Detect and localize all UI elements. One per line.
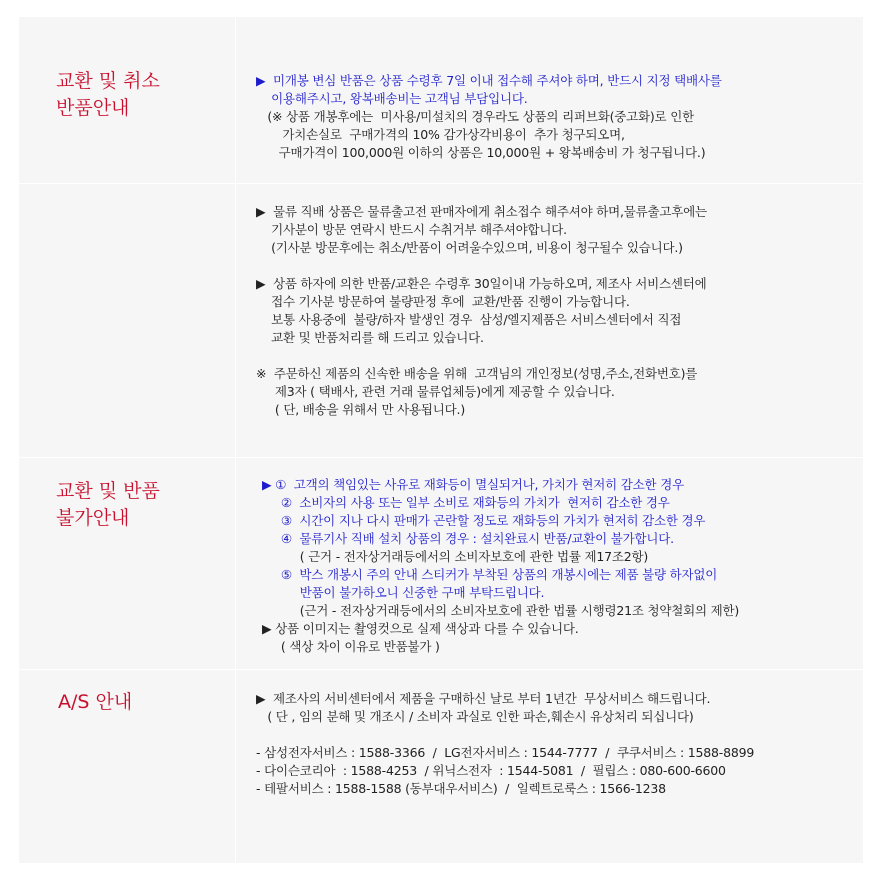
text-line: 접수 기사분 방문하여 불량판정 후에 교환/반품 진행이 가능합니다. [256, 294, 630, 309]
text-line: ▶ ① 고객의 책임있는 사유로 재화등이 멸실되거나, 가치가 현저히 감소한 경우 [262, 477, 684, 492]
text-line [256, 257, 707, 275]
text-line: ( 단 , 임의 분해 및 개조시 / 소비자 과실로 인한 파손,훼손시 유상처리 되십니다) [256, 709, 694, 724]
text-line: ▶ 미개봉 변심 반품은 상품 수령후 7일 이내 접수해 주셔야 하며, 반드시 지정 택배사를 [256, 73, 722, 88]
text-line: (※ 상품 개봉후에는 미사용/미설치의 경우라도 상품의 리퍼브화(중고화)로 인한 [256, 109, 694, 124]
text-line: ※ 주문하신 제품의 신속한 배송을 위해 고객님의 개인정보(성명,주소,전화번호)를 [256, 366, 698, 381]
text-line: ▶ 상품 이미지는 촬영컷으로 실제 색상과 다를 수 있습니다. [262, 621, 579, 636]
text-line: - 테팔서비스 : 1588-1588 (동부대우서비스) / 일렉트로룩스 : 1566-1238 [256, 781, 666, 796]
text-line: ③ 시간이 지나 다시 판매가 곤란할 정도로 재화등의 가치가 현저히 감소한 경우 [262, 513, 706, 528]
text-line: 보통 사용중에 불량/하자 발생인 경우 삼성/엘지제품은 서비스센터에서 직접 [256, 312, 682, 327]
section-heading-exchange-cancel: 교환 및 취소 반품안내 [56, 70, 160, 119]
text-line: (근거 - 전자상거래등에서의 소비자보호에 관한 법률 시행령21조 청약철회의 제한) [262, 603, 740, 618]
text-line: ( 근거 - 전자상거래등에서의 소비자보호에 관한 법률 제17조2항) [262, 549, 649, 564]
text-line: ▶ 물류 직배 상품은 물류출고전 판매자에게 취소접수 해주셔야 하며,물류출고후에는 [256, 204, 707, 219]
text-line: - 삼성전자서비스 : 1588-3366 / LG전자서비스 : 1544-7777 / 쿠쿠서비스 : 1588-8899 [256, 745, 755, 760]
section-text-exchange-cancel [256, 72, 722, 162]
text-line: ( 색상 차이 이유로 반품불가 ) [262, 639, 440, 654]
text-line: ▶ 제조사의 서비센터에서 제품을 구매하신 날로 부터 1년간 무상서비스 해드립니다. [256, 691, 711, 706]
row-divider [19, 669, 863, 670]
text-line: ② 소비자의 사용 또는 일부 소비로 재화등의 가치가 현저히 감소한 경우 [262, 495, 670, 510]
column-divider [235, 17, 236, 863]
text-line: ⑤ 박스 개봉시 주의 안내 스티커가 부착된 상품의 개봉시에는 제품 불량 하자없이 [262, 567, 718, 582]
text-line: 제3자 ( 택배사, 관련 거래 물류업체등)에게 제공할 수 있습니다. [256, 384, 615, 399]
text-line: 교환 및 반품처리를 해 드리고 있습니다. [256, 330, 484, 345]
text-line: 가치손실로 구매가격의 10% 감가상각비용이 추가 청구되오며, [256, 127, 625, 142]
text-line: (기사분 방문후에는 취소/반품이 어려울수있으며, 비용이 청구될수 있습니다.) [256, 240, 683, 255]
section-text-delivery [256, 203, 707, 419]
text-line [256, 347, 707, 365]
text-line [256, 726, 754, 744]
row-divider [19, 183, 863, 184]
section-text-as [256, 690, 754, 798]
text-line: ④ 물류기사 직배 설치 상품의 경우 : 설치완료시 반품/교환이 불가합니다. [262, 531, 674, 546]
section-text-no-return [262, 476, 739, 656]
row-divider [19, 457, 863, 458]
text-line: ▶ 상품 하자에 의한 반품/교환은 수령후 30일이내 가능하오며, 제조사 서비스센터에 [256, 276, 707, 291]
text-line: 이용해주시고, 왕복배송비는 고객님 부담입니다. [256, 91, 528, 106]
text-line: 구매가격이 100,000원 이하의 상품은 10,000원 + 왕복배송비 가 청구됩니다.) [256, 145, 706, 160]
text-line: - 다이슨코리아 : 1588-4253 / 위닉스전자 : 1544-5081 / 필립스 : 080-600-6600 [256, 763, 726, 778]
text-line: ( 단, 배송을 위해서 만 사용됩니다.) [256, 402, 466, 417]
section-heading-as: A/S 안내 [58, 691, 133, 713]
text-line: 기사분이 방문 연락시 반드시 수취거부 해주셔야합니다. [256, 222, 567, 237]
text-line: 반품이 불가하오니 신중한 구매 부탁드립니다. [262, 585, 545, 600]
section-heading-no-return: 교환 및 반품 불가안내 [56, 480, 160, 529]
